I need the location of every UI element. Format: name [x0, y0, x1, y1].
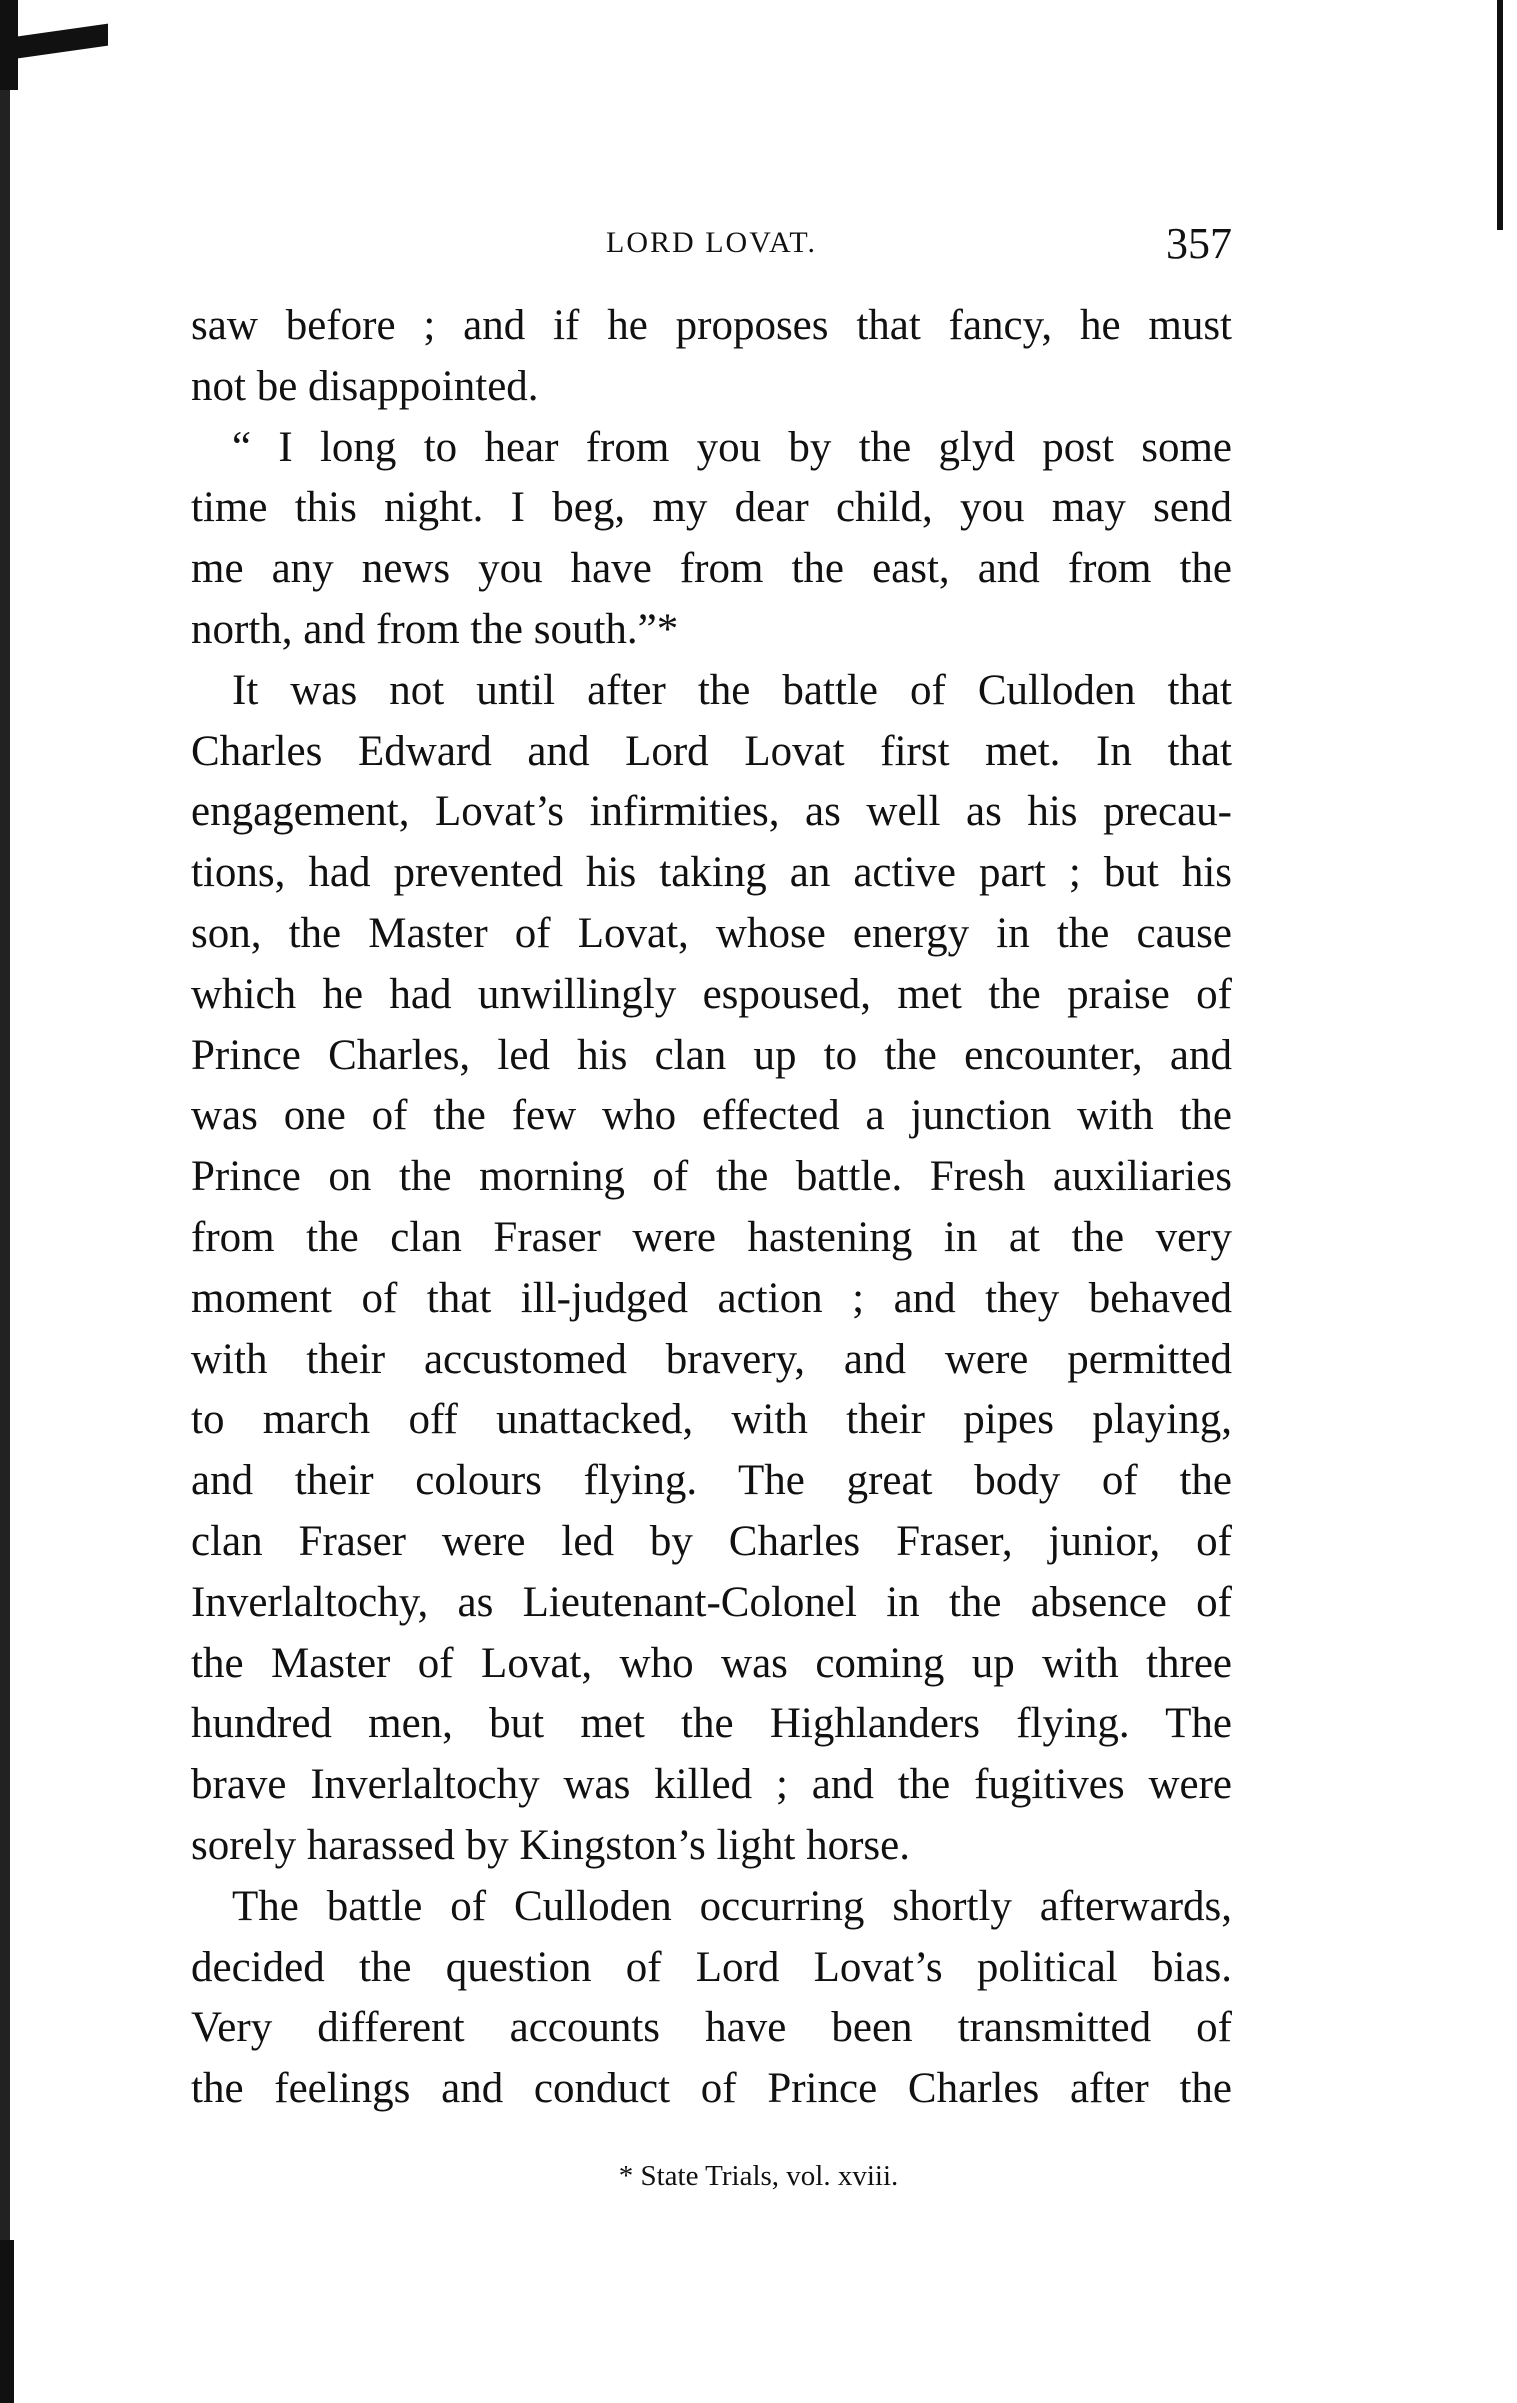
- text-line: “ I long to hear from you by the glyd post some: [232, 423, 1232, 471]
- scan-edge-mark-left: [0, 90, 10, 2403]
- page-number: 357: [1166, 219, 1232, 268]
- text-line: engagement, Lovat’s infirmities, as well as his precau-: [191, 788, 1232, 836]
- text-line: Charles Edward and Lord Lovat first met. In that: [191, 727, 1232, 775]
- text-line: Prince Charles, led his clan up to the encounter, and: [191, 1031, 1232, 1079]
- paragraph: [191, 1877, 1232, 2120]
- text-line: north, and from the south.”*: [191, 605, 679, 653]
- text-line: decided the question of Lord Lovat’s political bias.: [191, 1943, 1232, 1991]
- text-line: with their accustomed bravery, and were permitted: [191, 1335, 1232, 1383]
- text-line: the Master of Lovat, who was coming up with three: [191, 1639, 1232, 1687]
- scan-edge-mark-top-left-blot: [18, 24, 108, 59]
- text-line: moment of that ill-judged action ; and they behaved: [191, 1274, 1232, 1322]
- text-line: It was not until after the battle of Culloden that: [232, 666, 1232, 714]
- text-line: clan Fraser were led by Charles Fraser, junior, of: [191, 1517, 1232, 1565]
- body-text: [191, 296, 1232, 2120]
- text-line: tions, had prevented his taking an active part ; but his: [191, 849, 1232, 897]
- running-title: LORD LOVAT.: [606, 226, 817, 259]
- text-line: hundred men, but met the Highlanders flying. The: [191, 1700, 1232, 1748]
- text-line: time this night. I beg, my dear child, you may send: [191, 484, 1232, 532]
- footnote: * State Trials, vol. xviii.: [618, 2160, 899, 2192]
- text-line: the feelings and conduct of Prince Charles after the: [191, 2065, 1232, 2113]
- text-line: son, the Master of Lovat, whose energy in the cause: [191, 909, 1232, 957]
- text-line: not be disappointed.: [191, 362, 539, 410]
- text-line: Very different accounts have been transmitted of: [191, 2004, 1232, 2052]
- text-line: to march off unattacked, with their pipes playing,: [191, 1396, 1232, 1444]
- running-header: [191, 218, 1232, 268]
- text-line: sorely harassed by Kingston’s light horse.: [191, 1821, 910, 1869]
- scan-edge-mark-bottom-left: [0, 2240, 14, 2403]
- paragraph: [191, 661, 1232, 1877]
- text-line: Prince on the morning of the battle. Fresh auxiliaries: [191, 1153, 1232, 1201]
- text-line: Inverlaltochy, as Lieutenant-Colonel in the absence of: [191, 1578, 1232, 1626]
- scan-edge-mark-top-right: [1497, 0, 1503, 230]
- text-line: and their colours flying. The great body of the: [191, 1457, 1232, 1505]
- text-line: me any news you have from the east, and from the: [191, 545, 1232, 593]
- text-line: The battle of Culloden occurring shortly afterwards,: [232, 1882, 1232, 1930]
- paragraph: [191, 296, 1232, 418]
- text-line: brave Inverlaltochy was killed ; and the fugitives were: [191, 1761, 1232, 1809]
- text-line: was one of the few who effected a junction with the: [191, 1092, 1232, 1140]
- scan-edge-mark-top-left: [0, 0, 18, 90]
- paragraph: [191, 418, 1232, 661]
- text-line: from the clan Fraser were hastening in at the very: [191, 1213, 1232, 1261]
- text-line: saw before ; and if he proposes that fancy, he must: [191, 302, 1232, 349]
- text-line: which he had unwillingly espoused, met the praise of: [191, 970, 1232, 1018]
